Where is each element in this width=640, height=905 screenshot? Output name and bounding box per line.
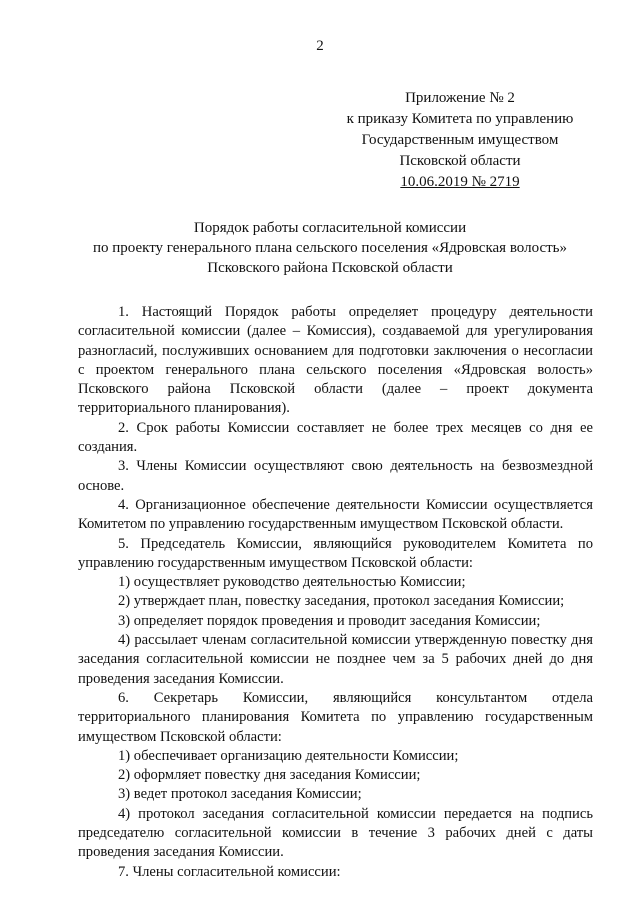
appendix-header	[330, 88, 590, 193]
appendix-line-3: Государственным имуществом	[361, 132, 559, 148]
paragraph-3: 3. Члены Комиссии осуществляют свою деятельность на безвозмездной основе.	[78, 458, 593, 494]
paragraph-2: 2. Срок работы Комиссии составляет не более трех месяцев со дня ее создания.	[78, 419, 593, 456]
paragraph-6-item-1: 1) обеспечивает организацию деятельности Комиссии;	[118, 747, 459, 764]
title-line-3: Псковского района Псковской области	[207, 260, 453, 276]
paragraph-5-item-4: 4) рассылает членам согласительной комиссии утвержденную повестку дня заседания согласительной комиссии не позднее чем за 5 рабочих дней до дня проведения заседания Комиссии.	[78, 632, 593, 687]
paragraph-5-item-3: 3) определяет порядок проведения и проводит заседания Комиссии;	[118, 612, 541, 629]
document-title	[60, 218, 600, 278]
paragraph-5: 5. Председатель Комиссии, являющийся руководителем Комитета по управлению государственным имуществом Псковской области:	[78, 535, 593, 571]
paragraph-6-item-4: 4) протокол заседания согласительной комиссии передается на подпись председателю согласительной комиссии в течение 3 рабочих дней с даты проведения заседания Комиссии.	[78, 805, 593, 861]
document-body	[78, 303, 593, 882]
appendix-line-4: Псковской области	[399, 153, 521, 169]
paragraph-4: 4. Организационное обеспечение деятельности Комиссии осуществляется Комитетом по управлению государственным имуществом Псковской области.	[78, 496, 593, 533]
title-line-1: Порядок работы согласительной комиссии	[193, 220, 467, 236]
paragraph-6-item-2: 2) оформляет повестку дня заседания Комиссии;	[118, 767, 421, 784]
paragraph-5-item-2: 2) утверждает план, повестку заседания, протокол заседания Комиссии;	[118, 593, 565, 610]
paragraph-1: 1. Настоящий Порядок работы определяет процедуру деятельности согласительной комиссии (далее – Комиссия), создаваемой для урегулирования разногласий, послуживших основанием для подготовки заключения о несогласии с проектом генерального плана сельского поселения «Ядровская волость» Псковского района Псковской области (далее – проект документа территориального планирования).	[78, 304, 593, 417]
paragraph-6: 6. Секретарь Комиссии, являющийся консультантом отдела территориального планирования Комитета по управлению государственным имуществом Псковской области:	[78, 689, 593, 745]
appendix-date-number: 10.06.2019 № 2719	[400, 174, 520, 190]
appendix-line-2: к приказу Комитета по управлению	[346, 111, 574, 127]
paragraph-7: 7. Члены согласительной комиссии:	[118, 863, 341, 880]
paragraph-6-item-3: 3) ведет протокол заседания Комиссии;	[118, 786, 362, 803]
appendix-line-1: Приложение № 2	[405, 90, 515, 106]
page-number: 2	[316, 38, 324, 54]
paragraph-5-item-1: 1) осуществляет руководство деятельностью Комиссии;	[118, 574, 466, 591]
title-line-2: по проекту генерального плана сельского поселения «Ядровская волость»	[92, 240, 568, 256]
